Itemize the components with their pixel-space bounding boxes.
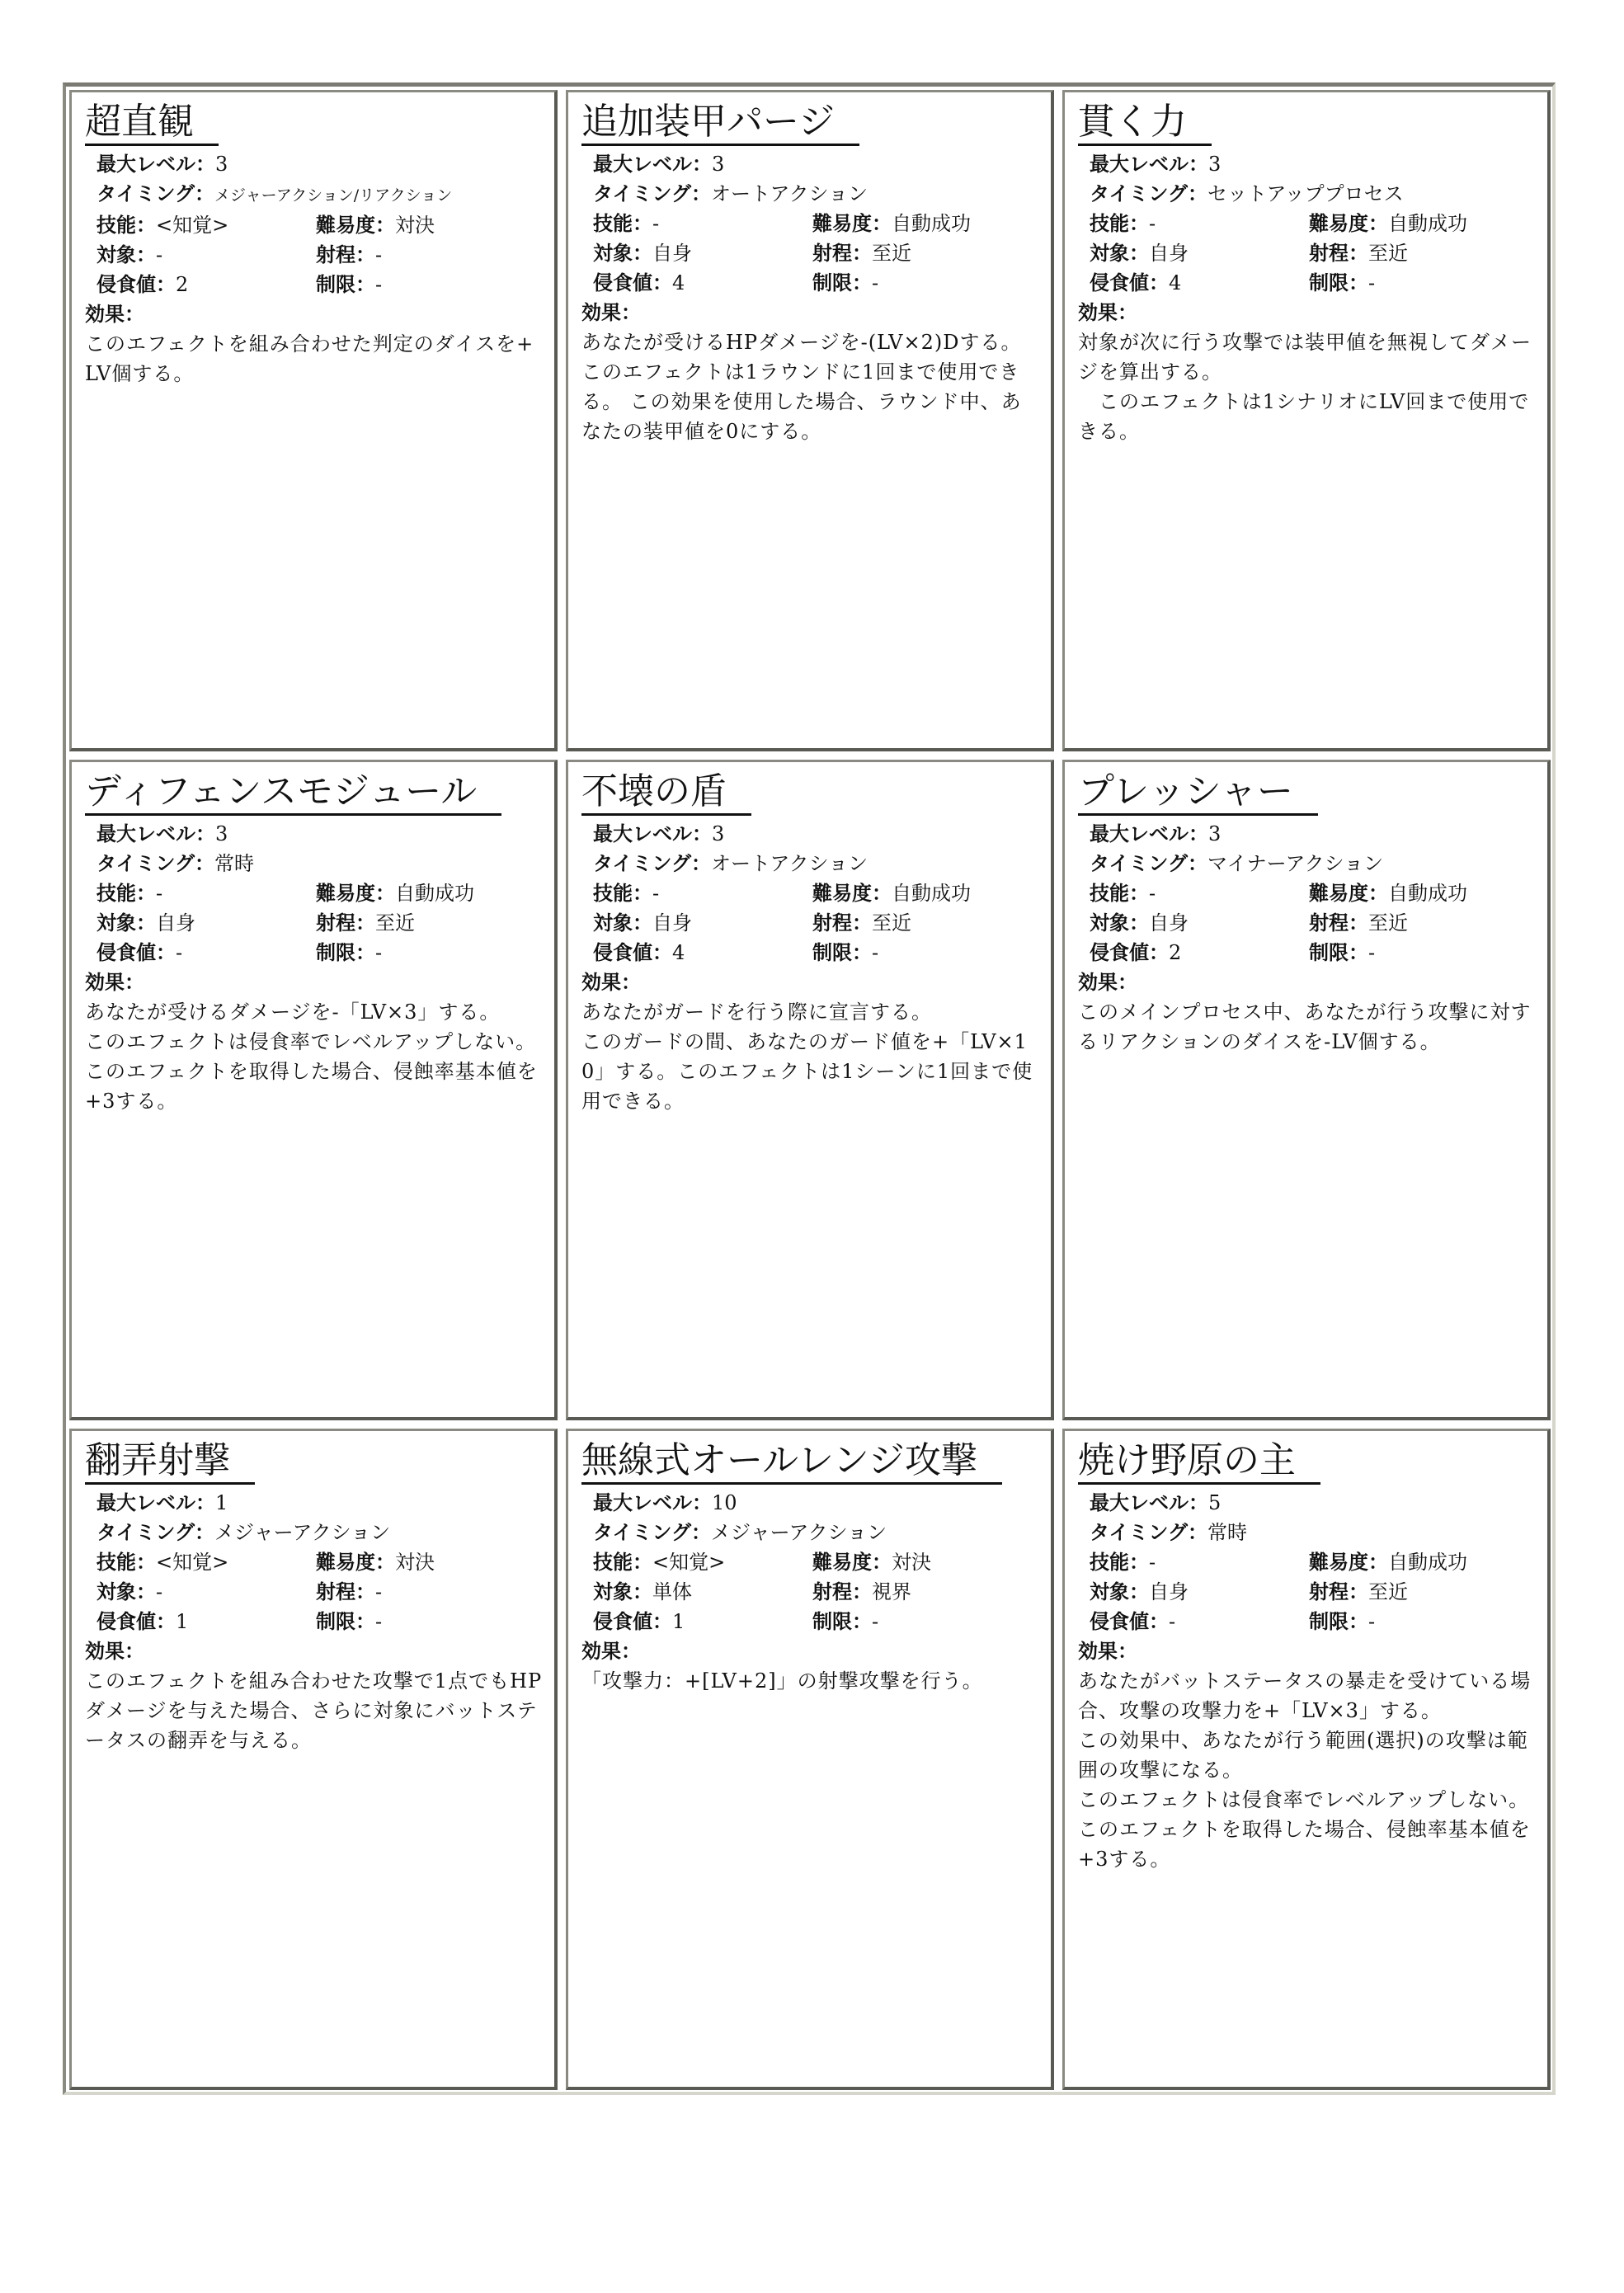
effect-card-8 <box>566 1429 1054 2090</box>
effect-paragraph: このガードの間、あなたのガード値を+「LV×10」する。このエフェクトは1シーンに1回まで使用できる。 <box>581 1029 1033 1113</box>
erosion: 侵食値：- <box>1090 1610 1176 1634</box>
effect-paragraph: あなたが受けるダメージを-「LV×3」する。 <box>85 1000 501 1024</box>
stat-row-erosion <box>96 938 543 968</box>
target: 対象：自身 <box>1090 911 1189 935</box>
max-level: 最大レベル：5 <box>1090 1491 1222 1515</box>
target: 対象：自身 <box>593 911 692 935</box>
limit: 制限：- <box>812 940 879 964</box>
stat-row-timing <box>96 179 543 210</box>
stat-row-target <box>96 908 543 938</box>
difficulty: 難易度：自動成功 <box>316 881 474 905</box>
timing: タイミング：セットアッププロセス <box>1090 182 1404 205</box>
stat-row-level <box>593 1488 1039 1518</box>
stat-row-target <box>1090 1577 1536 1607</box>
timing: タイミング：オートアクション <box>593 851 868 875</box>
card-title: 翻弄射撃 <box>85 1439 255 1485</box>
skill: 技能：- <box>593 212 660 235</box>
limit: 制限：- <box>812 1610 879 1634</box>
stat-row-level <box>1090 149 1536 179</box>
card-stats <box>96 149 543 299</box>
effect-paragraph: このエフェクトは侵食率でレベルアップしない。 <box>85 1029 537 1053</box>
limit: 制限：- <box>812 271 879 294</box>
effect-paragraph: このエフェクトを組み合わせた判定のダイスを+LV個する。 <box>85 332 534 385</box>
erosion: 侵食値：1 <box>593 1610 685 1634</box>
timing: タイミング：メジャーアクション/リアクション <box>96 182 453 205</box>
max-level: 最大レベル：1 <box>96 1491 228 1515</box>
limit: 制限：- <box>316 1610 383 1634</box>
limit: 制限：- <box>1309 1610 1376 1634</box>
erosion: 侵食値：4 <box>1090 271 1182 294</box>
effect-paragraph: このエフェクトを組み合わせた攻撃で1点でもHPダメージを与えた場合、さらに対象にバットステータスの翻弄を与える。 <box>85 1669 543 1753</box>
effect-label: 効果： <box>85 1640 144 1664</box>
stat-row-level <box>96 149 543 179</box>
max-level: 最大レベル：3 <box>96 822 228 845</box>
max-level: 最大レベル：3 <box>96 153 228 176</box>
erosion: 侵食値：- <box>96 940 183 964</box>
effect-paragraph: この効果中、あなたが行う範囲(選択)の攻撃は範囲の攻撃になる。 <box>1078 1729 1528 1782</box>
stat-row-timing <box>593 849 1039 878</box>
card-title: 貫く力 <box>1078 101 1212 146</box>
effect-text <box>85 997 543 1116</box>
target: 対象：- <box>96 1580 163 1604</box>
stat-row-level <box>96 1488 543 1518</box>
effect-card-9 <box>1062 1429 1551 2090</box>
difficulty: 難易度：対決 <box>316 1551 435 1575</box>
card-stats <box>1090 1488 1536 1636</box>
stat-row-erosion <box>96 1607 543 1636</box>
stat-row-timing <box>1090 179 1536 209</box>
effect-card-3 <box>1062 90 1551 751</box>
effect-text <box>1078 997 1536 1057</box>
skill: 技能：- <box>96 881 163 905</box>
target: 対象：自身 <box>96 911 195 935</box>
stat-row-target <box>1090 908 1536 938</box>
effect-label: 効果： <box>581 970 641 994</box>
stat-row-target <box>593 908 1039 938</box>
card-stats <box>593 1488 1039 1636</box>
effect-paragraph: このエフェクトは1シナリオにLV回まで使用できる。 <box>1078 390 1530 443</box>
stat-row-erosion <box>96 270 543 299</box>
stat-row-skill <box>1090 209 1536 238</box>
effect-label: 効果： <box>85 303 144 326</box>
max-level: 最大レベル：3 <box>1090 822 1222 845</box>
effect-text <box>1078 1666 1536 1874</box>
effect-text <box>85 1666 543 1755</box>
skill: 技能：<知覚> <box>96 214 229 237</box>
skill: 技能：- <box>1090 1551 1156 1575</box>
effect-paragraph: このエフェクトは侵食率でレベルアップしない。 <box>1078 1788 1530 1812</box>
card-title: 無線式オールレンジ攻撃 <box>581 1439 1002 1485</box>
stat-row-erosion <box>1090 1607 1536 1636</box>
range: 射程：至近 <box>1309 911 1408 935</box>
skill: 技能：- <box>1090 881 1156 905</box>
timing: タイミング：常時 <box>96 851 255 875</box>
card-stats <box>1090 819 1536 968</box>
effect-label: 効果： <box>581 1640 641 1664</box>
erosion: 侵食値：4 <box>593 940 685 964</box>
limit: 制限：- <box>1309 940 1376 964</box>
stat-row-skill <box>96 210 543 240</box>
effect-card-7 <box>69 1429 558 2090</box>
erosion: 侵食値：2 <box>1090 940 1182 964</box>
stat-row-level <box>593 149 1039 179</box>
card-stats <box>1090 149 1536 298</box>
card-title: プレッシャー <box>1078 770 1318 816</box>
card-title: ディフェンスモジュール <box>85 770 501 816</box>
effect-text <box>581 1666 1039 1696</box>
stat-row-target <box>96 240 543 270</box>
timing: タイミング：常時 <box>1090 1521 1248 1545</box>
max-level: 最大レベル：3 <box>593 822 725 845</box>
stat-row-skill <box>96 878 543 908</box>
range: 射程：至近 <box>812 911 911 935</box>
effect-paragraph: このエフェクトを取得した場合、侵蝕率基本値を+3する。 <box>1078 1818 1531 1872</box>
timing: タイミング：オートアクション <box>593 182 868 205</box>
difficulty: 難易度：自動成功 <box>812 212 971 235</box>
effect-label: 効果： <box>581 301 641 324</box>
stat-row-timing <box>96 1518 543 1547</box>
erosion: 侵食値：1 <box>96 1610 189 1634</box>
limit: 制限：- <box>316 273 383 296</box>
effect-text <box>1078 327 1536 446</box>
stat-row-timing <box>593 179 1039 209</box>
stat-row-level <box>593 819 1039 849</box>
stat-row-target <box>593 1577 1039 1607</box>
skill: 技能：- <box>593 881 660 905</box>
target: 対象：- <box>96 243 163 266</box>
max-level: 最大レベル：10 <box>593 1491 737 1515</box>
stat-row-timing <box>1090 1518 1536 1547</box>
target: 対象：単体 <box>593 1580 692 1604</box>
difficulty: 難易度：自動成功 <box>812 881 971 905</box>
range: 射程：至近 <box>1309 1580 1408 1604</box>
effect-card-6 <box>1062 760 1551 1421</box>
card-stats <box>96 1488 543 1636</box>
timing: タイミング：メジャーアクション <box>96 1521 391 1545</box>
timing: タイミング：メジャーアクション <box>593 1521 887 1545</box>
effect-text <box>581 997 1039 1116</box>
range: 射程：- <box>316 243 383 266</box>
difficulty: 難易度：自動成功 <box>1309 1551 1467 1575</box>
effect-label: 効果： <box>1078 301 1137 324</box>
stat-row-target <box>96 1577 543 1607</box>
stat-row-level <box>1090 1488 1536 1518</box>
erosion: 侵食値：2 <box>96 273 189 296</box>
target: 対象：自身 <box>1090 1580 1189 1604</box>
limit: 制限：- <box>316 940 383 964</box>
stat-row-erosion <box>593 938 1039 968</box>
timing: タイミング：マイナーアクション <box>1090 851 1384 875</box>
stat-row-timing <box>1090 849 1536 878</box>
stat-row-timing <box>593 1518 1039 1547</box>
difficulty: 難易度：対決 <box>316 214 435 237</box>
effect-card-2 <box>566 90 1054 751</box>
stat-row-erosion <box>593 268 1039 298</box>
card-stats <box>593 149 1039 298</box>
card-title: 超直観 <box>85 101 219 146</box>
stat-row-target <box>593 238 1039 268</box>
range: 射程：至近 <box>1309 242 1408 265</box>
stat-row-skill <box>96 1547 543 1577</box>
effect-text <box>85 329 543 388</box>
card-sheet <box>63 82 1556 2095</box>
target: 対象：自身 <box>593 242 692 265</box>
card-stats <box>96 819 543 968</box>
stat-row-skill <box>593 1547 1039 1577</box>
card-title: 追加装甲パージ <box>581 101 859 146</box>
range: 射程：至近 <box>316 911 415 935</box>
range: 射程：視界 <box>812 1580 911 1604</box>
skill: 技能：- <box>1090 212 1156 235</box>
effect-text <box>581 327 1039 446</box>
effect-paragraph: あなたがガードを行う際に宣言する。 <box>581 1000 932 1024</box>
card-title: 焼け野原の主 <box>1078 1439 1320 1485</box>
card-title: 不壊の盾 <box>581 770 751 816</box>
range: 射程：- <box>316 1580 383 1604</box>
skill: 技能：<知覚> <box>593 1551 726 1575</box>
difficulty: 難易度：対決 <box>812 1551 931 1575</box>
stat-row-skill <box>1090 1547 1536 1577</box>
stat-row-target <box>1090 238 1536 268</box>
skill: 技能：<知覚> <box>96 1551 229 1575</box>
difficulty: 難易度：自動成功 <box>1309 881 1467 905</box>
effect-paragraph: あなたが受けるHPダメージを-(LV×2)Dする。 このエフェクトは1ラウンドに1回まで使用できる。 この効果を使用した場合、ラウンド中、あなたの装甲値を0にする。 <box>581 331 1022 443</box>
range: 射程：至近 <box>812 242 911 265</box>
effect-card-4 <box>69 760 558 1421</box>
max-level: 最大レベル：3 <box>593 153 725 176</box>
effect-paragraph: 「攻撃力：+[LV+2]」の射撃攻撃を行う。 <box>581 1669 983 1693</box>
stat-row-level <box>1090 819 1536 849</box>
stat-row-erosion <box>1090 938 1536 968</box>
card-grid <box>69 90 1551 2090</box>
target: 対象：自身 <box>1090 242 1189 265</box>
effect-label: 効果： <box>1078 1640 1137 1664</box>
erosion: 侵食値：4 <box>593 271 685 294</box>
stat-row-timing <box>96 849 543 878</box>
stat-row-erosion <box>593 1607 1039 1636</box>
effect-paragraph: 対象が次に行う攻撃では装甲値を無視してダメージを算出する。 <box>1078 331 1532 384</box>
max-level: 最大レベル：3 <box>1090 153 1222 176</box>
effect-card-5 <box>566 760 1054 1421</box>
effect-paragraph: あなたがバットステータスの暴走を受けている場合、攻撃の攻撃力を+「LV×3」する。 <box>1078 1669 1532 1723</box>
stat-row-skill <box>593 878 1039 908</box>
effect-label: 効果： <box>1078 970 1137 994</box>
effect-card-1 <box>69 90 558 751</box>
stat-row-skill <box>593 209 1039 238</box>
stat-row-skill <box>1090 878 1536 908</box>
effect-paragraph: このメインプロセス中、あなたが行う攻撃に対するリアクションのダイスを-LV個する。 <box>1078 1000 1532 1053</box>
card-stats <box>593 819 1039 968</box>
effect-paragraph: このエフェクトを取得した場合、侵蝕率基本値を+3する。 <box>85 1059 538 1113</box>
difficulty: 難易度：自動成功 <box>1309 212 1467 235</box>
limit: 制限：- <box>1309 271 1376 294</box>
stat-row-level <box>96 819 543 849</box>
effect-label: 効果： <box>85 970 144 994</box>
stat-row-erosion <box>1090 268 1536 298</box>
